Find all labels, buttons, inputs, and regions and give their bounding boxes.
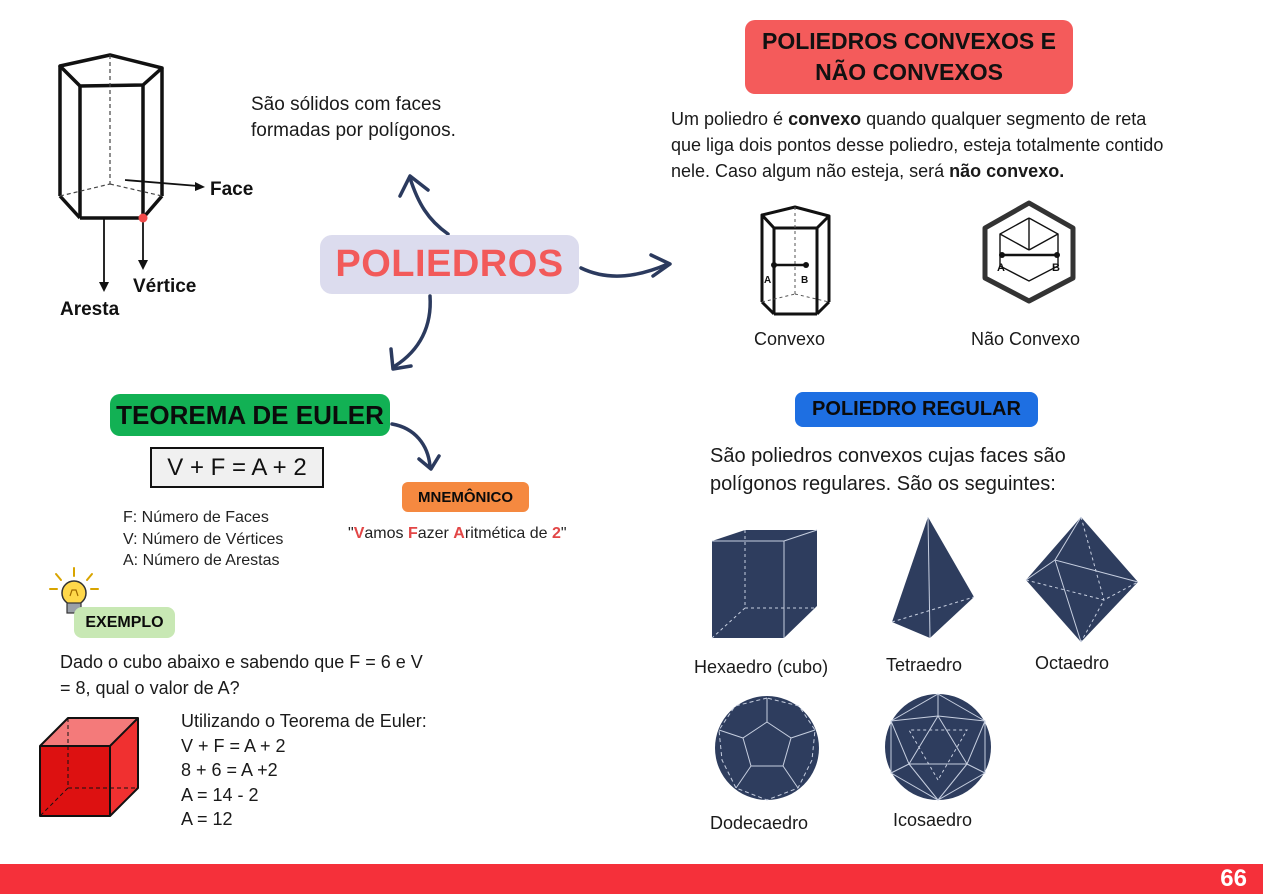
euler-legend: F: Número de Faces V: Número de Vértices A: Número de Arestas bbox=[123, 509, 284, 569]
shape-label-icosahedron: Icosaedro bbox=[893, 810, 973, 830]
example-question: Dado o cubo abaixo e sabendo que F = 6 e V = 8, qual o valor de A? bbox=[60, 652, 423, 698]
hexahedron-icon bbox=[712, 530, 817, 638]
example-solution: Utilizando o Teorema de Euler: V + F = A + 2 8 + 6 = A +2 A = 14 - 2 A = 12 bbox=[181, 711, 427, 829]
shape-label-dodecahedron: Dodecaedro bbox=[710, 813, 809, 833]
mnemonic-title: MNEMÔNICO bbox=[402, 482, 529, 512]
example-title: EXEMPLO bbox=[74, 607, 175, 638]
regular-section-title: POLIEDRO REGULAR bbox=[795, 392, 1038, 427]
vertex-label: Vértice bbox=[133, 276, 197, 297]
face-label: Face bbox=[210, 179, 254, 200]
icosahedron-icon bbox=[885, 694, 991, 800]
convex-section-title: POLIEDROS CONVEXOS E NÃO CONVEXOS bbox=[745, 20, 1073, 94]
nonconvex-point-b: B bbox=[1052, 262, 1060, 274]
shape-label-tetrahedron: Tetraedro bbox=[886, 655, 963, 675]
convex-label: Convexo bbox=[754, 329, 826, 349]
cube-icon bbox=[0, 0, 200, 830]
convex-point-a: A bbox=[764, 275, 772, 286]
nonconvex-label: Não Convexo bbox=[971, 329, 1081, 349]
dodecahedron-icon bbox=[715, 696, 819, 800]
nonconvex-point-a: A bbox=[997, 262, 1005, 274]
bottom-bar bbox=[0, 864, 1263, 894]
octahedron-icon bbox=[1026, 517, 1138, 642]
shape-label-octahedron: Octaedro bbox=[1035, 653, 1110, 673]
page-number: 66 bbox=[1220, 865, 1247, 892]
definition-text: São sólidos com faces formadas por polígonos. bbox=[251, 94, 456, 141]
convex-point-b: B bbox=[801, 275, 809, 286]
edge-label: Aresta bbox=[60, 299, 120, 320]
convex-description: Um poliedro é convexo quando qualquer segmento de reta que liga dois pontos desse poliedro, esteja totalmente contido nele. Caso algum não esteja, será não convexo. bbox=[671, 109, 1164, 181]
tetrahedron-icon bbox=[892, 517, 974, 638]
euler-formula: V + F = A + 2 bbox=[150, 447, 324, 488]
shape-label-hexahedron: Hexaedro (cubo) bbox=[694, 657, 829, 677]
regular-description: São poliedros convexos cujas faces são polígonos regulares. São os seguintes: bbox=[710, 445, 1066, 495]
euler-title: TEOREMA DE EULER bbox=[110, 394, 390, 436]
center-title: POLIEDROS bbox=[320, 235, 579, 294]
mnemonic-phrase: "Vamos Fazer Aritmética de 2" bbox=[348, 525, 567, 542]
